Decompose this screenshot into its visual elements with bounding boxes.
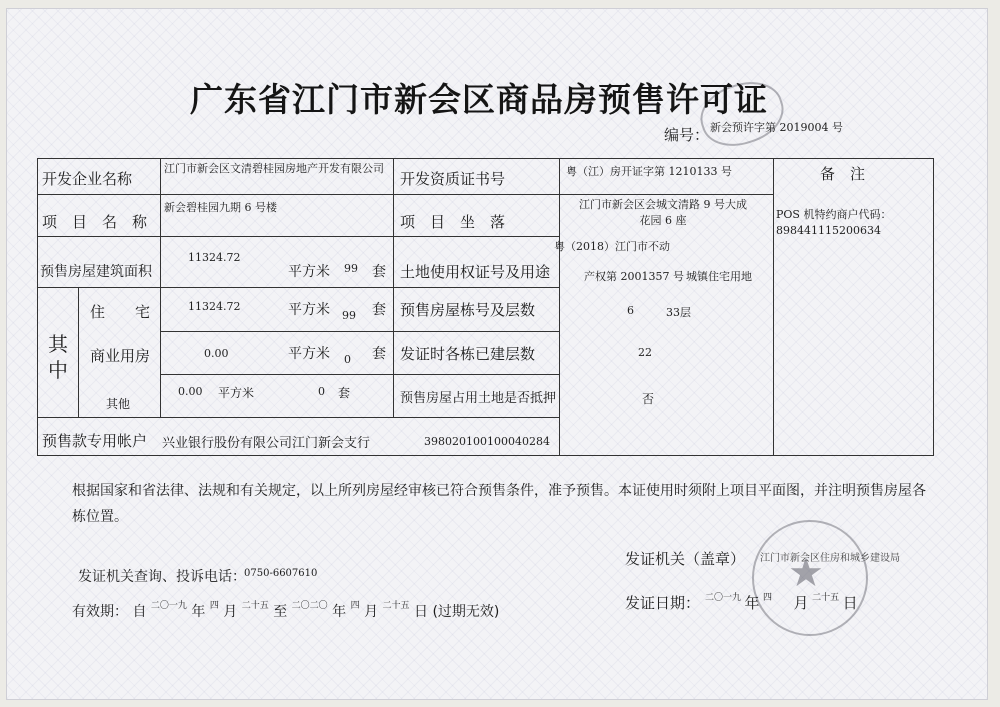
residential-sets: 99 <box>342 309 356 322</box>
validity-from-prefix: 自 <box>132 604 147 620</box>
document-title: 广东省江门市新会区商品房预售许可证 <box>190 80 768 119</box>
cert-number-label: 编号： <box>664 126 710 144</box>
seal-star-icon: ★ <box>788 550 824 596</box>
issuer-name: 江门市新会区住房和城乡建设局 <box>760 553 900 564</box>
issue-date-label: 发证日期： <box>625 594 701 612</box>
qualification-value: 粤（江）房开证字第 1210133 号 <box>566 165 732 178</box>
account-bank: 兴业银行股份有限公司江门新会支行 <box>162 436 371 451</box>
other-area: 0.00 <box>178 385 203 398</box>
other-sets-unit: 套 <box>338 386 351 400</box>
mortgage-value: 否 <box>642 392 655 406</box>
commercial-sets-unit: 套 <box>372 346 386 362</box>
land-use-value: 城镇住宅用地 <box>686 270 752 283</box>
presale-area-value: 11324.72 <box>188 251 241 264</box>
remarks-value: POS 机特约商户代码：898441115200634 <box>776 208 892 237</box>
among-label: 其中 <box>48 332 68 382</box>
project-name-label: 项 目 名 称 <box>42 213 148 231</box>
developer-value: 江门市新会区文清碧桂园房地产开发有限公司 <box>164 162 384 175</box>
land-cert-label: 土地使用权证号及用途 <box>400 263 551 281</box>
developer-label: 开发企业名称 <box>42 170 133 188</box>
issue-day-char: 日 <box>842 594 858 612</box>
other-label: 其他 <box>106 397 131 411</box>
building-floors-label: 预售房屋栋号及层数 <box>400 301 536 319</box>
issue-day: 二十五 <box>812 593 840 603</box>
floor-count: 33层 <box>666 306 691 319</box>
validity-to-prefix: 至 <box>273 604 288 620</box>
sets-unit: 套 <box>372 264 386 280</box>
validity-day-char: 日 <box>413 604 428 620</box>
issuer-label: 发证机关（盖章） <box>625 550 746 568</box>
residential-area: 11324.72 <box>188 300 241 313</box>
issue-month-char: 月 <box>793 594 809 612</box>
contact-label: 发证机关查询、投诉电话： <box>78 569 246 585</box>
built-floors-value: 22 <box>638 346 652 359</box>
account-number: 398020100100040284 <box>424 435 550 448</box>
issue-year-char: 年 <box>744 594 760 612</box>
issue-month: 四 <box>763 593 773 603</box>
contact-phone: 0750-6607610 <box>244 568 318 579</box>
validity-from-day: 二十五 <box>241 601 269 611</box>
residential-area-unit: 平方米 <box>288 302 330 318</box>
commercial-area: 0.00 <box>204 347 229 360</box>
residential-label: 住 宅 <box>90 303 151 321</box>
presale-sets: 99 <box>344 262 358 275</box>
validity-year-char: 年 <box>191 604 206 620</box>
other-sets: 0 <box>318 385 325 398</box>
residential-sets-unit: 套 <box>372 302 386 318</box>
commercial-sets: 0 <box>344 353 351 366</box>
validity-from-month: 四 <box>209 601 219 611</box>
validity-year-char-2: 年 <box>332 604 347 620</box>
land-cert-line2: 产权第 2001357 号 <box>584 270 684 283</box>
building-number: 6 <box>627 304 634 317</box>
validity-month-char-2: 月 <box>364 604 379 620</box>
commercial-label: 商业用房 <box>90 347 151 365</box>
validity-period <box>72 598 499 621</box>
license-table <box>37 158 934 456</box>
validity-to-day: 二十五 <box>382 601 410 611</box>
presale-area-label: 预售房屋建筑面积 <box>40 264 152 280</box>
cert-number: 新会预许字第 2019004 号 <box>710 121 843 134</box>
official-seal <box>752 520 868 636</box>
validity-label: 有效期： <box>72 604 128 620</box>
account-label: 预售款专用帐户 <box>42 432 148 450</box>
issue-date <box>705 590 858 613</box>
issue-year: 二〇一九 <box>705 593 742 603</box>
qualification-label: 开发资质证书号 <box>400 170 506 188</box>
validity-from-year: 二〇一九 <box>150 601 187 611</box>
validity-to-month: 四 <box>350 601 360 611</box>
location-value: 江门市新会区会城文清路 9 号大成花园 6 座 <box>579 198 747 227</box>
commercial-area-unit: 平方米 <box>288 346 330 362</box>
location-label: 项 目 坐 落 <box>400 213 506 231</box>
validity-note: (过期无效) <box>432 604 500 620</box>
other-area-unit: 平方米 <box>218 386 255 400</box>
validity-month-char: 月 <box>223 604 238 620</box>
area-unit: 平方米 <box>288 264 330 280</box>
remarks-label: 备 注 <box>820 165 866 183</box>
land-cert-line1: 粤（2018）江门市不动 <box>554 240 670 253</box>
project-name-value: 新会碧桂园九期 6 号楼 <box>164 201 277 214</box>
mortgage-label: 预售房屋占用土地是否抵押 <box>400 391 557 406</box>
validity-to-year: 二〇二〇 <box>291 601 328 611</box>
built-floors-label: 发证时各栋已建层数 <box>400 345 536 363</box>
approval-statement: 根据国家和省法律、法规和有关规定，以上所列房屋经审核已符合预售条件，准予预售。本证使用时须附上项目平面图，并注明预售房屋各栋位置。 <box>72 483 926 525</box>
